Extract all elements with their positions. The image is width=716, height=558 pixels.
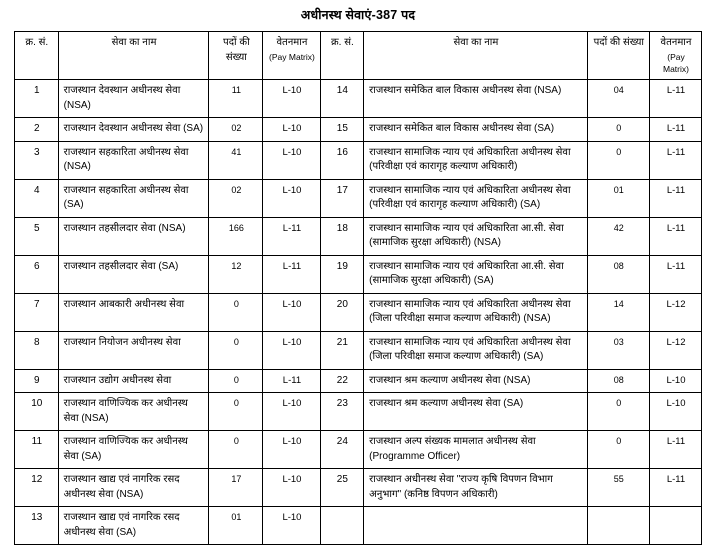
cell-posts: 12 xyxy=(209,255,263,293)
cell-pay: L-10 xyxy=(263,331,320,369)
cell-posts: 0 xyxy=(209,293,263,331)
cell-service-2: राजस्थान सामाजिक न्याय एवं अधिकारिता अधीनस्थ सेवा (परिवीक्षा एवं कारागृह कल्याण अधिकारी) (SA) xyxy=(364,179,587,217)
cell-service-2: राजस्थान सामाजिक न्याय एवं अधिकारिता आ.सी. सेवा (सामाजिक सुरक्षा अधिकारी) (SA) xyxy=(364,255,587,293)
cell-posts-2: 14 xyxy=(587,293,649,331)
subordinate-services-table xyxy=(14,31,702,545)
header-posts-left xyxy=(209,32,263,80)
cell-pay-2: L-11 xyxy=(649,118,701,142)
cell-sn: 6 xyxy=(15,255,59,293)
cell-posts: 0 xyxy=(209,431,263,469)
cell-empty-sn xyxy=(320,507,364,545)
cell-pay-2: L-11 xyxy=(649,179,701,217)
cell-sn-2: 15 xyxy=(320,118,364,142)
header-pay-left-line2: (Pay Matrix) xyxy=(269,51,315,62)
table-row xyxy=(15,393,702,431)
header-service-name-right: सेवा का नाम xyxy=(364,32,587,80)
cell-sn: 3 xyxy=(15,141,59,179)
cell-sn: 8 xyxy=(15,331,59,369)
cell-service-2: राजस्थान समेकित बाल विकास अधीनस्थ सेवा (NSA) xyxy=(364,80,587,118)
cell-sn-2: 18 xyxy=(320,217,364,255)
cell-service: राजस्थान सहकारिता अधीनस्थ सेवा (NSA) xyxy=(58,141,209,179)
header-pay-right-line1: वेतनमान xyxy=(660,37,692,48)
header-pay-right-line2: (Pay xyxy=(667,51,685,62)
table-row xyxy=(15,217,702,255)
cell-service-2: राजस्थान सामाजिक न्याय एवं अधिकारिता अधीनस्थ सेवा (जिला परिवीक्षा समाज कल्याण अधिकारी) (NSA) xyxy=(364,293,587,331)
cell-sn: 11 xyxy=(15,431,59,469)
cell-sn: 7 xyxy=(15,293,59,331)
cell-sn: 10 xyxy=(15,393,59,431)
cell-service: राजस्थान नियोजन अधीनस्थ सेवा xyxy=(58,331,209,369)
header-sn-left: क्र. सं. xyxy=(15,32,59,80)
cell-pay-2: L-10 xyxy=(649,393,701,431)
cell-sn-2: 16 xyxy=(320,141,364,179)
table-row xyxy=(15,141,702,179)
cell-posts: 17 xyxy=(209,469,263,507)
cell-posts-2: 0 xyxy=(587,431,649,469)
cell-pay: L-10 xyxy=(263,141,320,179)
cell-pay-2: L-11 xyxy=(649,80,701,118)
cell-service-2: राजस्थान अल्प संख्यक मामलात अधीनस्थ सेवा (Programme Officer) xyxy=(364,431,587,469)
header-pay-left-line1: वेतनमान xyxy=(276,37,308,48)
cell-sn-2: 24 xyxy=(320,431,364,469)
cell-service: राजस्थान आबकारी अधीनस्थ सेवा xyxy=(58,293,209,331)
cell-posts: 41 xyxy=(209,141,263,179)
cell-sn-2: 21 xyxy=(320,331,364,369)
cell-posts: 0 xyxy=(209,369,263,393)
cell-posts-2: 0 xyxy=(587,118,649,142)
cell-empty-service xyxy=(364,507,587,545)
cell-sn-2: 23 xyxy=(320,393,364,431)
table-row xyxy=(15,80,702,118)
cell-posts: 0 xyxy=(209,393,263,431)
cell-sn: 4 xyxy=(15,179,59,217)
header-sn-right: क्र. सं. xyxy=(320,32,364,80)
cell-pay: L-10 xyxy=(263,179,320,217)
cell-posts-2: 0 xyxy=(587,393,649,431)
cell-service: राजस्थान तहसीलदार सेवा (SA) xyxy=(58,255,209,293)
cell-posts: 01 xyxy=(209,507,263,545)
page-title: अधीनस्थ सेवाएं-387 पद xyxy=(300,8,416,22)
cell-sn: 2 xyxy=(15,118,59,142)
cell-service-2: राजस्थान सामाजिक न्याय एवं अधिकारिता आ.सी. सेवा (सामाजिक सुरक्षा अधिकारी) (NSA) xyxy=(364,217,587,255)
cell-posts: 02 xyxy=(209,118,263,142)
cell-sn-2: 20 xyxy=(320,293,364,331)
cell-posts-2: 08 xyxy=(587,369,649,393)
cell-posts: 11 xyxy=(209,80,263,118)
cell-empty-pay xyxy=(649,507,701,545)
cell-sn: 13 xyxy=(15,507,59,545)
cell-service: राजस्थान वाणिज्यिक कर अधीनस्थ सेवा (NSA) xyxy=(58,393,209,431)
cell-service-2: राजस्थान समेकित बाल विकास अधीनस्थ सेवा (SA) xyxy=(364,118,587,142)
cell-service: राजस्थान सहकारिता अधीनस्थ सेवा (SA) xyxy=(58,179,209,217)
cell-posts-2: 55 xyxy=(587,469,649,507)
header-posts-right: पदों की संख्या xyxy=(587,32,649,80)
cell-posts-2: 08 xyxy=(587,255,649,293)
cell-sn: 9 xyxy=(15,369,59,393)
cell-sn: 12 xyxy=(15,469,59,507)
table-header-row xyxy=(15,32,702,80)
table-row xyxy=(15,469,702,507)
cell-sn-2: 19 xyxy=(320,255,364,293)
cell-posts: 02 xyxy=(209,179,263,217)
cell-service-2: राजस्थान सामाजिक न्याय एवं अधिकारिता अधीनस्थ सेवा (परिवीक्षा एवं कारागृह कल्याण अधिकारी) xyxy=(364,141,587,179)
header-posts-left-line1: पदों की xyxy=(223,37,250,48)
header-pay-right xyxy=(649,32,701,80)
table-row xyxy=(15,369,702,393)
cell-pay-2: L-11 xyxy=(649,141,701,179)
cell-service-2: राजस्थान श्रम कल्याण अधीनस्थ सेवा (NSA) xyxy=(364,369,587,393)
cell-posts-2: 01 xyxy=(587,179,649,217)
cell-pay-2: L-11 xyxy=(649,469,701,507)
cell-pay: L-10 xyxy=(263,293,320,331)
cell-pay: L-10 xyxy=(263,118,320,142)
cell-pay: L-10 xyxy=(263,507,320,545)
table-header xyxy=(15,32,702,80)
header-service-name-left: सेवा का नाम xyxy=(58,32,209,80)
cell-sn: 5 xyxy=(15,217,59,255)
cell-service: राजस्थान वाणिज्यिक कर अधीनस्थ सेवा (SA) xyxy=(58,431,209,469)
table-row xyxy=(15,179,702,217)
table-row xyxy=(15,431,702,469)
table-row xyxy=(15,507,702,545)
cell-pay: L-11 xyxy=(263,217,320,255)
cell-service: राजस्थान तहसीलदार सेवा (NSA) xyxy=(58,217,209,255)
cell-empty-posts xyxy=(587,507,649,545)
cell-pay-2: L-11 xyxy=(649,217,701,255)
cell-service-2: राजस्थान श्रम कल्याण अधीनस्थ सेवा (SA) xyxy=(364,393,587,431)
cell-service: राजस्थान उद्योग अधीनस्थ सेवा xyxy=(58,369,209,393)
cell-sn-2: 17 xyxy=(320,179,364,217)
cell-posts: 0 xyxy=(209,331,263,369)
cell-sn-2: 22 xyxy=(320,369,364,393)
cell-pay-2: L-11 xyxy=(649,255,701,293)
cell-service: राजस्थान देवस्थान अधीनस्थ सेवा (SA) xyxy=(58,118,209,142)
cell-service-2: राजस्थान अधीनस्थ सेवा "राज्य कृषि विपणन विभाग अनुभाग" (कनिष्ठ विपणन अधिकारी) xyxy=(364,469,587,507)
cell-pay: L-10 xyxy=(263,431,320,469)
table-row xyxy=(15,331,702,369)
cell-sn: 1 xyxy=(15,80,59,118)
cell-sn-2: 25 xyxy=(320,469,364,507)
header-posts-left-line2: संख्या xyxy=(225,51,247,63)
cell-service: राजस्थान खाद्य एवं नागरिक रसद अधीनस्थ सेवा (SA) xyxy=(58,507,209,545)
cell-posts-2: 42 xyxy=(587,217,649,255)
cell-posts-2: 04 xyxy=(587,80,649,118)
cell-posts-2: 03 xyxy=(587,331,649,369)
cell-pay: L-11 xyxy=(263,255,320,293)
cell-pay: L-10 xyxy=(263,469,320,507)
cell-pay-2: L-12 xyxy=(649,331,701,369)
cell-posts-2: 0 xyxy=(587,141,649,179)
cell-pay: L-10 xyxy=(263,393,320,431)
table-body xyxy=(15,80,702,545)
table-row xyxy=(15,255,702,293)
cell-service: राजस्थान देवस्थान अधीनस्थ सेवा (NSA) xyxy=(58,80,209,118)
cell-pay-2: L-10 xyxy=(649,369,701,393)
cell-pay-2: L-11 xyxy=(649,431,701,469)
table-row xyxy=(15,118,702,142)
cell-pay: L-10 xyxy=(263,80,320,118)
cell-service: राजस्थान खाद्य एवं नागरिक रसद अधीनस्थ सेवा (NSA) xyxy=(58,469,209,507)
cell-sn-2: 14 xyxy=(320,80,364,118)
cell-pay: L-11 xyxy=(263,369,320,393)
cell-posts: 166 xyxy=(209,217,263,255)
header-pay-left xyxy=(263,32,320,80)
header-pay-right-line3: Matrix) xyxy=(663,63,689,74)
cell-pay-2: L-12 xyxy=(649,293,701,331)
table-row xyxy=(15,293,702,331)
cell-service-2: राजस्थान सामाजिक न्याय एवं अधिकारिता अधीनस्थ सेवा (जिला परिवीक्षा समाज कल्याण अधिकारी) (SA) xyxy=(364,331,587,369)
